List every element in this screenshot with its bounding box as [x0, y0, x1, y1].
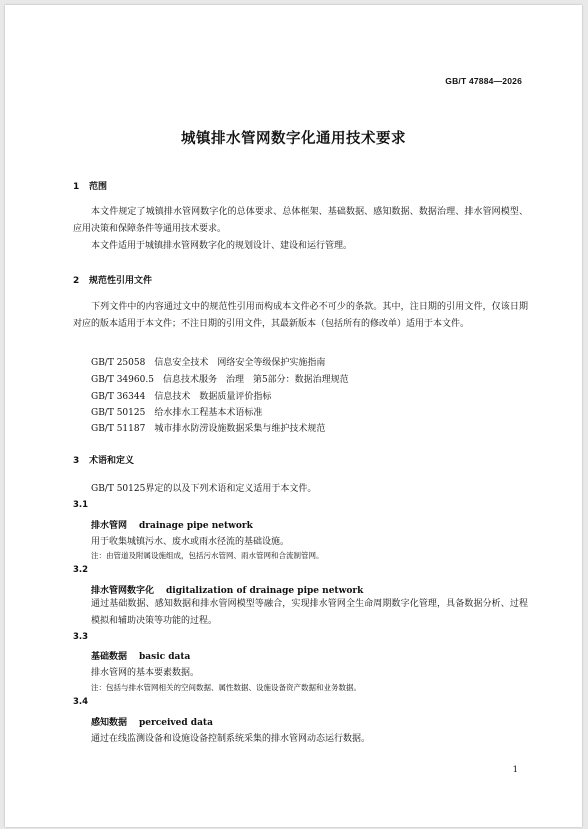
reference-code: GB/T 50125: [91, 408, 146, 418]
term-zh: 基础数据: [91, 652, 128, 662]
standard-code: GB/T 47884—2026: [445, 76, 522, 86]
reference-item: [91, 421, 325, 434]
reference-title: 信息技术服务 治理 第5部分：数据治理规范: [162, 375, 349, 385]
reference-code: GB/T 36344: [91, 392, 146, 402]
clause-number: 3.4: [73, 697, 89, 707]
page-number: 1: [512, 765, 518, 775]
term-zh: 排水管网数字化: [91, 586, 155, 596]
reference-item: [91, 355, 325, 368]
term-zh: 感知数据: [91, 718, 128, 728]
section-1-heading: [73, 179, 107, 192]
section-2-heading: [73, 273, 152, 286]
section-title: 术语和定义: [89, 456, 135, 466]
section-1-para-2: 本文件适用于城镇排水管网数字化的规划设计、建设和运行管理。: [91, 241, 353, 251]
reference-title: 信息安全技术 网络安全等级保护实施指南: [154, 358, 326, 368]
term-note: 注：包括与排水管网相关的空间数据、属性数据、设施设备资产数据和业务数据。: [91, 683, 361, 692]
term-heading: [91, 583, 363, 596]
reference-code: GB/T 25058: [91, 358, 146, 368]
term-heading: [91, 518, 253, 531]
term-heading: [91, 649, 190, 662]
section-1-para-1: 本文件规定了城镇排水管网数字化的总体要求、总体框架、基础数据、感知数据、数据治理、排水管网模型、应用决策和保障条件等通用技术要求。: [73, 207, 528, 234]
term-zh: 排水管网: [91, 521, 128, 531]
reference-code: GB/T 51187: [91, 424, 146, 434]
reference-title: 城市排水防涝设施数据采集与维护技术规范: [154, 424, 326, 434]
section-number: 1: [73, 182, 80, 192]
section-2-intro: 下列文件中的内容通过文中的规范性引用而构成本文件必不可少的条款。其中，注日期的引用文件，仅该日期对应的版本适用于本文件；不注日期的引用文件，其最新版本（包括所有的修改单）适用于本文件。: [73, 302, 528, 329]
section-number: 3: [73, 456, 80, 466]
reference-item: [91, 405, 262, 418]
document-page: [5, 5, 582, 827]
section-3-heading: [73, 453, 134, 466]
clause-number: 3.3: [73, 632, 89, 642]
section-title: 规范性引用文件: [89, 276, 153, 286]
term-definition: 用于收集城镇污水、废水或雨水径流的基础设施。: [91, 537, 290, 547]
reference-item: [91, 389, 271, 402]
term-en: basic data: [139, 652, 191, 662]
term-definition: 排水管网的基本要素数据。: [91, 668, 200, 678]
term-definition: 通过在线监测设备和设施设备控制系统采集的排水管网动态运行数据。: [91, 734, 371, 744]
reference-title: 信息技术 数据质量评价指标: [154, 392, 272, 402]
section-number: 2: [73, 276, 80, 286]
clause-number: 3.2: [73, 565, 89, 575]
term-definition: 通过基础数据、感知数据和排水管网模型等融合，实现排水管网全生命周期数字化管理，具备数据分析、过程模拟和辅助决策等功能的过程。: [91, 599, 528, 626]
clause-number: 3.1: [73, 500, 89, 510]
term-en: perceived data: [139, 718, 213, 728]
term-note: 注：由管道及附属设施组成，包括污水管网、雨水管网和合流制管网。: [91, 551, 324, 560]
section-title: 范围: [89, 182, 108, 192]
term-en: drainage pipe network: [139, 521, 253, 531]
reference-code: GB/T 34960.5: [91, 375, 154, 385]
term-heading: [91, 715, 213, 728]
reference-item: [91, 372, 349, 385]
document-title: 城镇排水管网数字化通用技术要求: [181, 131, 406, 147]
section-3-intro: GB/T 50125界定的以及下列术语和定义适用于本文件。: [91, 484, 317, 494]
reference-title: 给水排水工程基本术语标准: [154, 408, 263, 418]
term-en: digitalization of drainage pipe network: [166, 586, 364, 596]
